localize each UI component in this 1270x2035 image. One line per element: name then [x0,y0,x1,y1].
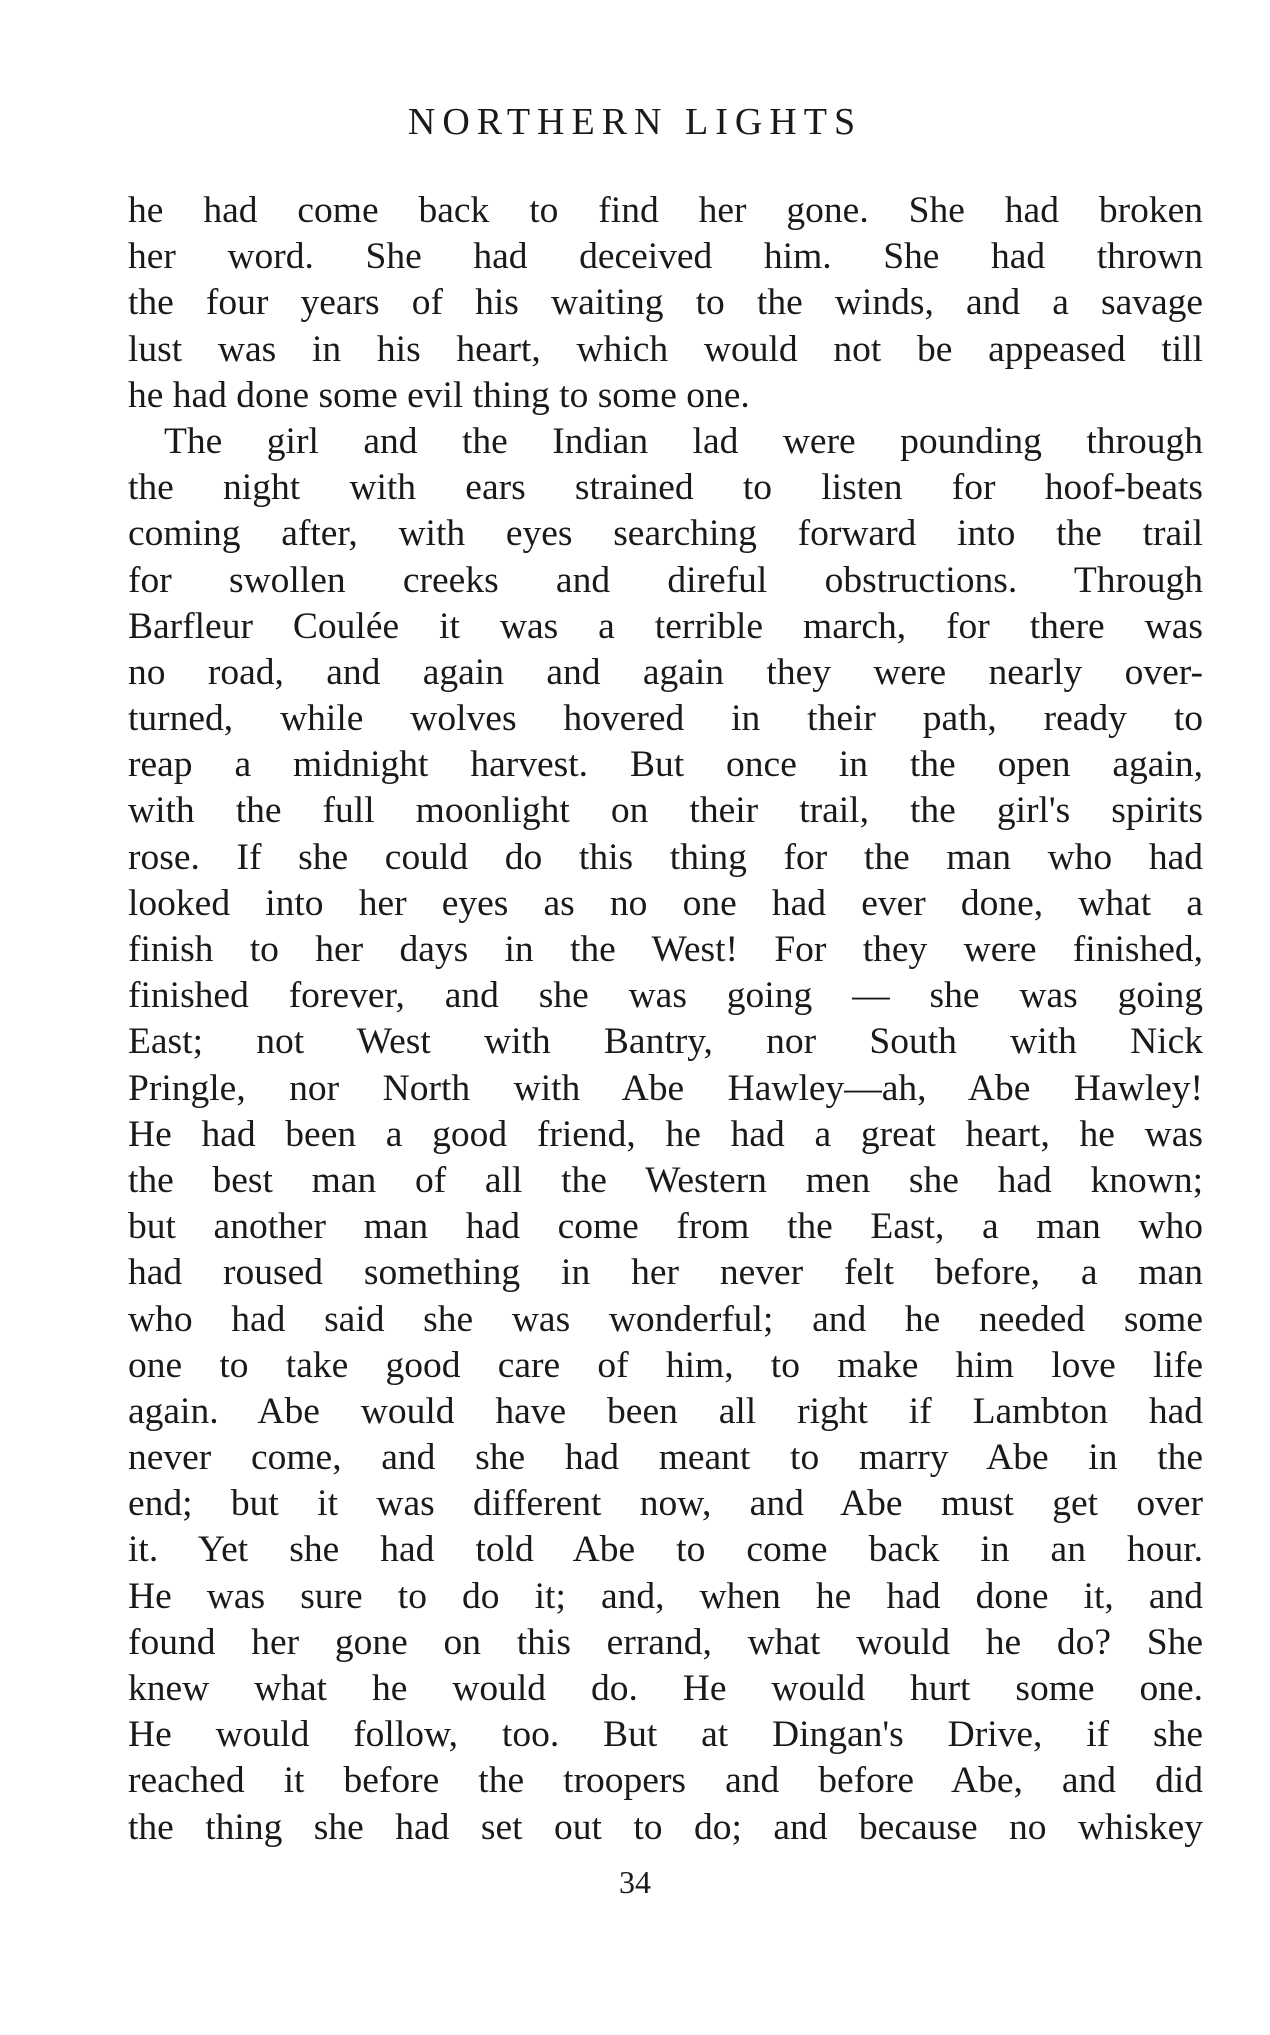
text-line: Pringle, nor North with Abe Hawley—ah, Abe Hawley! [128,1067,1203,1109]
text-line: East; not West with Bantry, nor South with Nick [128,1021,1203,1063]
text-line: rose. If she could do this thing for the man who had [128,836,1203,878]
text-line: had roused something in her never felt before, a man [128,1252,1203,1294]
text-line: for swollen creeks and direful obstructions. Through [128,559,1203,601]
text-line: the best man of all the Western men she had known; [128,1159,1203,1201]
text-line: it. Yet she had told Abe to come back in an hour. [128,1529,1203,1571]
text-line: he had done some evil thing to some one. [128,374,750,416]
text-line: looked into her eyes as no one had ever done, what a [128,882,1203,924]
text-line: again. Abe would have been all right if Lambton had [128,1390,1203,1432]
text-line: knew what he would do. He would hurt some one. [128,1668,1203,1709]
text-line: reap a midnight harvest. But once in the open again, [128,744,1203,786]
text-line: He was sure to do it; and, when he had done it, and [128,1575,1203,1617]
text-line: with the full moonlight on their trail, the girl's spirits [128,790,1203,832]
text-line: Barfleur Coulée it was a terrible march, for there was [128,605,1203,647]
text-line: but another man had come from the East, a man who [128,1206,1203,1248]
text-line: The girl and the Indian lad were pounding through [164,420,1203,462]
text-line: He would follow, too. But at Dingan's Drive, if she [128,1714,1203,1756]
text-line: the night with ears strained to listen for hoof-beats [128,467,1203,509]
text-line: reached it before the troopers and before Abe, and did [128,1760,1203,1802]
text-line: coming after, with eyes searching forward into the trail [128,513,1203,555]
page-number: 34 [619,1864,651,1900]
text-line: he had come back to find her gone. She had broken [128,190,1203,231]
text-line: never come, and she had meant to marry Abe in the [128,1437,1203,1479]
text-line: He had been a good friend, he had a great heart, he was [128,1113,1203,1155]
text-line: no road, and again and again they were nearly over- [128,651,1203,693]
running-head: NORTHERN LIGHTS [407,101,863,143]
text-line: the thing she had set out to do; and because no whiskey [128,1806,1203,1848]
text-line: finished forever, and she was going — she was going [128,975,1203,1017]
text-line: end; but it was different now, and Abe must get over [128,1483,1203,1525]
text-line: finish to her days in the West! For they were finished, [128,929,1203,970]
text-line: turned, while wolves hovered in their path, ready to [128,698,1203,740]
text-line: found her gone on this errand, what would he do? She [128,1621,1203,1663]
text-line: the four years of his waiting to the winds, and a savage [128,282,1203,324]
text-line: her word. She had deceived him. She had thrown [128,236,1203,278]
text-line: lust was in his heart, which would not be appeased till [128,328,1203,370]
text-line: one to take good care of him, to make him love life [128,1344,1203,1386]
text-line: who had said she was wonderful; and he needed some [128,1298,1203,1340]
body-text [128,188,1203,1851]
